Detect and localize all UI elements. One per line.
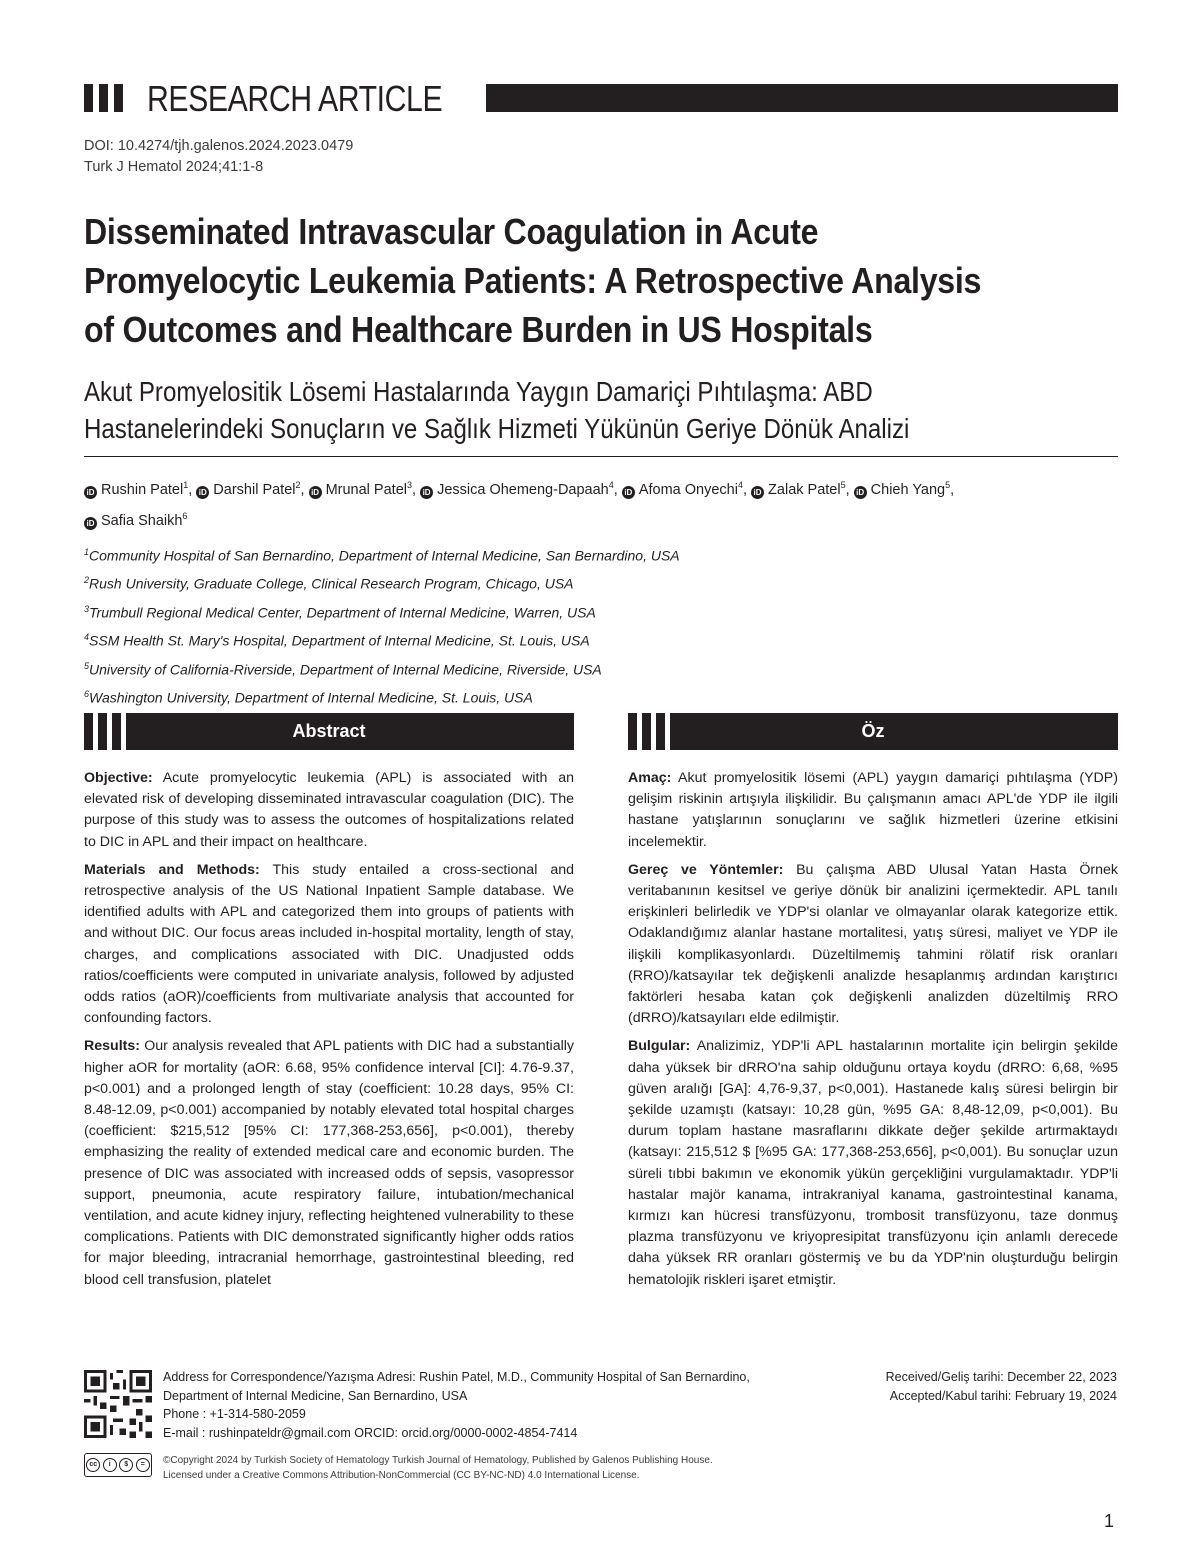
author-item[interactable] bbox=[84, 510, 188, 529]
author-name: Afoma Onyechi bbox=[638, 481, 738, 498]
affiliation-item bbox=[84, 597, 680, 625]
author-name: Safia Shaikh bbox=[101, 512, 183, 529]
oz-bulgu bbox=[628, 1036, 1118, 1290]
abstract-methods bbox=[84, 860, 574, 1030]
affiliation-number: 6 bbox=[84, 689, 90, 700]
author-item[interactable] bbox=[622, 482, 743, 498]
divider bbox=[84, 456, 1118, 457]
orcid-icon[interactable]: iD bbox=[84, 486, 97, 499]
affiliation-list bbox=[84, 540, 680, 711]
accepted-date: February 19, 2024 bbox=[1014, 1388, 1117, 1403]
affiliation-text: SSM Health St. Mary's Hospital, Department of Internal Medicine, St. Louis, USA bbox=[89, 633, 590, 650]
orcid-icon[interactable]: iD bbox=[854, 486, 867, 499]
author-affiliation-number: 4 bbox=[608, 480, 614, 490]
author-affiliation-number: 4 bbox=[737, 480, 743, 490]
email-link[interactable]: rushinpateldr@gmail.com bbox=[208, 1425, 351, 1440]
received-label: Received/Geliş tarihi: bbox=[885, 1370, 1004, 1384]
oz-heading: Öz bbox=[861, 721, 885, 741]
license-link[interactable]: Licensed under a Creative Commons Attribution-NonCommercial (CC BY-NC-ND) 4.0 International License. bbox=[163, 1470, 640, 1481]
oz-heading-bar bbox=[628, 713, 1118, 750]
abstract-objective bbox=[84, 768, 574, 853]
abstract-heading-bar bbox=[84, 713, 574, 750]
abstract-results bbox=[84, 1036, 574, 1290]
author-item[interactable] bbox=[751, 482, 846, 498]
author-list: iD Rushin Patel$^1$, iD Darshil Patel$^2$, iD Mrunal Patel$^3$, iD Jessica Ohemeng-Dapaah$^4$, iD Afoma Onyechi$^4$, iD Zalak Patel$^5$, iD Chieh Yang$^5$, iD Safia Shaikh$^6$ bbox=[84, 472, 1118, 534]
affiliation-item bbox=[84, 625, 680, 653]
heading-decor-blocks bbox=[84, 713, 126, 750]
doi-link[interactable]: DOI: 10.4274/tjh.galenos.2024.2023.0479 bbox=[84, 138, 354, 154]
affiliation-item bbox=[84, 568, 680, 596]
affiliation-item bbox=[84, 654, 680, 682]
methods-label: Materials and Methods: bbox=[84, 861, 260, 878]
orcid-icon[interactable]: iD bbox=[309, 486, 322, 499]
article-title: Disseminated Intravascular Coagulation in Acute Promyelocytic Leukemia Patients: A Retrospective Analysis of Outcomes and Healthcare Burden in US Hospitals bbox=[84, 211, 982, 350]
author-affiliation-number: 6 bbox=[182, 510, 188, 521]
author-item[interactable] bbox=[196, 482, 300, 498]
orcid-label: ORCID: bbox=[354, 1425, 399, 1440]
results-label: Results: bbox=[84, 1038, 140, 1055]
author-affiliation-number: 2 bbox=[295, 480, 301, 490]
author-name: Chieh Yang bbox=[870, 481, 946, 498]
orcid-icon[interactable]: iD bbox=[420, 486, 433, 499]
methods-text: This study entailed a cross-sectional and retrospective analysis of the US National Inpatient Sample database. We identified adults with APL and categorized them into groups of patients with and without DIC. Our focus areas included in-hospital mortality, length of stay, charges, and complications associated with DIC. Unadjusted odds ratios/coefficients were computed in univariate analysis, followed by adjusted odds ratios (aOR)/coefficients from multivariate analysis that accounted for confounding factors. bbox=[84, 861, 574, 1027]
author-item[interactable] bbox=[84, 482, 188, 498]
orcid-icon[interactable]: iD bbox=[622, 486, 635, 499]
corr-label: Address for Correspondence/Yazışma Adresi: bbox=[163, 1370, 416, 1384]
author-affiliation-number: 1 bbox=[183, 480, 189, 490]
results-text: Our analysis revealed that APL patients with DIC had a substantially higher aOR for mortality (aOR: 6.68, 95% confidence interval [CI]: 4.76-9.37, p<0.001) and a prolonged length of stay (coefficient: 10.28 days, 95% CI: 8.48-12.09, p<0.001) accompanied by notably elevated total hospital charges (coefficient: $215,512 [95% CI: 177,368-253,656], p<0.001), thereby emphasizing the reality of extended medical care and economic burden. The presence of DIC was associated with increased odds of sepsis, vasopressor support, pneumonia, acute respiratory failure, intubation/mechanical ventilation, and acute kidney injury, reflecting heightened vulnerability to these complications. Patients with DIC demonstrated significantly higher odds ratios for major bleeding, intracranial hemorrhage, gastrointestinal bleeding, red blood cell transfusion, platelet bbox=[84, 1038, 574, 1288]
affiliation-text: Community Hospital of San Bernardino, Department of Internal Medicine, San Bernardino, USA bbox=[89, 547, 680, 564]
correspondence-block bbox=[163, 1368, 750, 1442]
qr-code-icon bbox=[84, 1370, 152, 1438]
oz-amac bbox=[628, 768, 1118, 853]
author-name: Zalak Patel bbox=[768, 481, 841, 498]
affiliation-text: Washington University, Department of Internal Medicine, St. Louis, USA bbox=[89, 689, 533, 706]
cc-by-nc-nd-icon: cc i $ = bbox=[84, 1453, 152, 1477]
affiliation-number: 1 bbox=[84, 547, 90, 557]
author-name: Mrunal Patel bbox=[325, 481, 407, 498]
author-name: Jessica Ohemeng-Dapaah bbox=[437, 481, 609, 498]
bulgu-label: Bulgular: bbox=[628, 1038, 691, 1055]
heading-decor-blocks bbox=[628, 713, 670, 750]
author-affiliation-number: 3 bbox=[406, 480, 412, 490]
phone: +1-314-580-2059 bbox=[209, 1407, 306, 1422]
copyright-block bbox=[163, 1453, 863, 1483]
author-item[interactable] bbox=[854, 482, 950, 498]
author-item[interactable] bbox=[420, 482, 614, 498]
author-item[interactable] bbox=[309, 482, 412, 498]
copyright: ©Copyright 2024 by Turkish Society of Hematology Turkish Journal of Hematology, Published by Galenos Publishing House. bbox=[163, 1455, 713, 1466]
corr-line2: Department of Internal Medicine, San Bernardino, USA bbox=[163, 1388, 468, 1403]
accepted-label: Accepted/Kabul tarihi: bbox=[889, 1388, 1012, 1403]
abstract-body bbox=[84, 768, 574, 1298]
corr-text: Rushin Patel, M.D., Community Hospital of San Bernardino, bbox=[419, 1370, 750, 1384]
objective-label: Objective: bbox=[84, 770, 153, 786]
yontem-label: Gereç ve Yöntemler: bbox=[628, 861, 784, 878]
affiliation-text: Trumbull Regional Medical Center, Department of Internal Medicine, Warren, USA bbox=[89, 604, 596, 621]
affiliation-number: 4 bbox=[84, 632, 90, 643]
author-name: Rushin Patel bbox=[101, 481, 184, 498]
affiliation-number: 2 bbox=[84, 575, 90, 586]
email-label: E-mail : bbox=[163, 1425, 206, 1440]
article-type: RESEARCH ARTICLE bbox=[147, 78, 443, 119]
abstract-heading: Abstract bbox=[292, 721, 366, 741]
header-decor-bar bbox=[486, 84, 1118, 112]
affiliation-item bbox=[84, 682, 680, 710]
orcid-link[interactable]: orcid.org/0000-0002-4854-7414 bbox=[401, 1425, 578, 1440]
affiliation-number: 3 bbox=[84, 603, 90, 614]
author-name: Darshil Patel bbox=[213, 481, 296, 498]
header-decor-blocks bbox=[84, 84, 123, 112]
objective-text: Acute promyelocytic leukemia (APL) is associated with an elevated risk of developing disseminated intravascular coagulation (DIC). The purpose of this study was to assess the outcomes of hospitalizations related to DIC in APL and their impact on healthcare. bbox=[84, 770, 574, 850]
doi-block bbox=[84, 136, 353, 178]
amac-label: Amaç: bbox=[628, 770, 672, 786]
oz-body bbox=[628, 768, 1118, 1298]
affiliation-text: University of California-Riverside, Department of Internal Medicine, Riverside, USA bbox=[89, 661, 602, 678]
translated-title: Akut Promyelositik Lösemi Hastalarında Yaygın Damariçi Pıhtılaşma: ABD Hastanelerindeki Sonuçların ve Sağlık Hizmeti Yükünün Geriye Dönük Analizi bbox=[84, 376, 910, 444]
affiliation-item bbox=[84, 540, 680, 568]
yontem-text: Bu çalışma ABD Ulusal Yatan Hasta Örnek veritabanının kesitsel ve geriye dönük bir analizini içermektedir. APL tanılı erişkinleri belirledik ve YDP'si olanlar ve olmayanlar olarak kategorize ettik. Odaklandığımız alanlar hastane mortalitesi, yatış süresi, maliyet ve YDP ile ilişkili komplikasyonlardı. Düzeltilmemiş tahmini rölatif risk oranları (RRO)/katsayılar tek değişkenli analizde hesaplanmış ardından karıştırıcı faktörleri hesaba katan çok değişkenli analizden düzeltilmiş RRO (dRRO)/katsayıları elde edilmiştir. bbox=[628, 861, 1118, 1027]
oz-yontem bbox=[628, 860, 1118, 1030]
orcid-icon[interactable]: iD bbox=[84, 517, 97, 530]
page-number: 1 bbox=[1103, 1511, 1114, 1531]
affiliation-number: 5 bbox=[84, 660, 90, 671]
citation: Turk J Hematol 2024;41:1-8 bbox=[84, 159, 264, 175]
orcid-icon[interactable]: iD bbox=[751, 486, 764, 499]
received-date: December 22, 2023 bbox=[1007, 1370, 1117, 1384]
author-affiliation-number: 5 bbox=[945, 480, 951, 490]
affiliation-text: Rush University, Graduate College, Clinical Research Program, Chicago, USA bbox=[89, 576, 574, 593]
orcid-icon[interactable]: iD bbox=[196, 486, 209, 499]
bulgu-text: Analizimiz, YDP'li APL hastalarının mortalite için belirgin şekilde daha yüksek bir dRRO'na sahip olduğunu ortaya koydu (dRRO: 6,68, %95 güven aralığı [GA]: 4,76-9,37, p<0,001). Hastanede kalış süresi belirgin bir şekilde uzamıştı (katsayı: 10,28 gün, %95 GA: 8,48-12,09, p<0,001). Bu durum toplam hastane masraflarını dikkate değer şekilde artırmaktaydı (katsayı: 215,512 $ [%95 GA: 177,368-253,656], p<0,001). Bu sonuçlar uzun süreli tıbbi bakımın ve ekonomik yükün gerçekliğini vurgulamaktadır. YDP'li hastalar majör kanama, intrakraniyal kanama, gastrointestinal kanama, kırmızı kan hücresi transfüzyonu, trombosit transfüzyonu, taze donmuş plazma transfüzyonu ve kriyopresipitat transfüzyonu için anlamlı derecede daha yüksek RR oranları göstermiş ve bu da YDP'nin oluşturduğu belirgin hematolojik riskleri işaret etmiştir. bbox=[628, 1038, 1118, 1288]
dates-block bbox=[886, 1368, 1117, 1405]
phone-label: Phone : bbox=[163, 1407, 207, 1422]
author-affiliation-number: 5 bbox=[840, 480, 846, 490]
amac-text: Akut promyelositik lösemi (APL) yaygın damariçi pıhtılaşma (YDP) gelişim riskinin artışıyla ilişkilidir. Bu çalışmanın amacı APL'de YDP ile ilgili hastane yatışlarının sonuçlarını ve sağlık hizmetleri üzerine etkisini incelemektir. bbox=[628, 770, 1118, 850]
